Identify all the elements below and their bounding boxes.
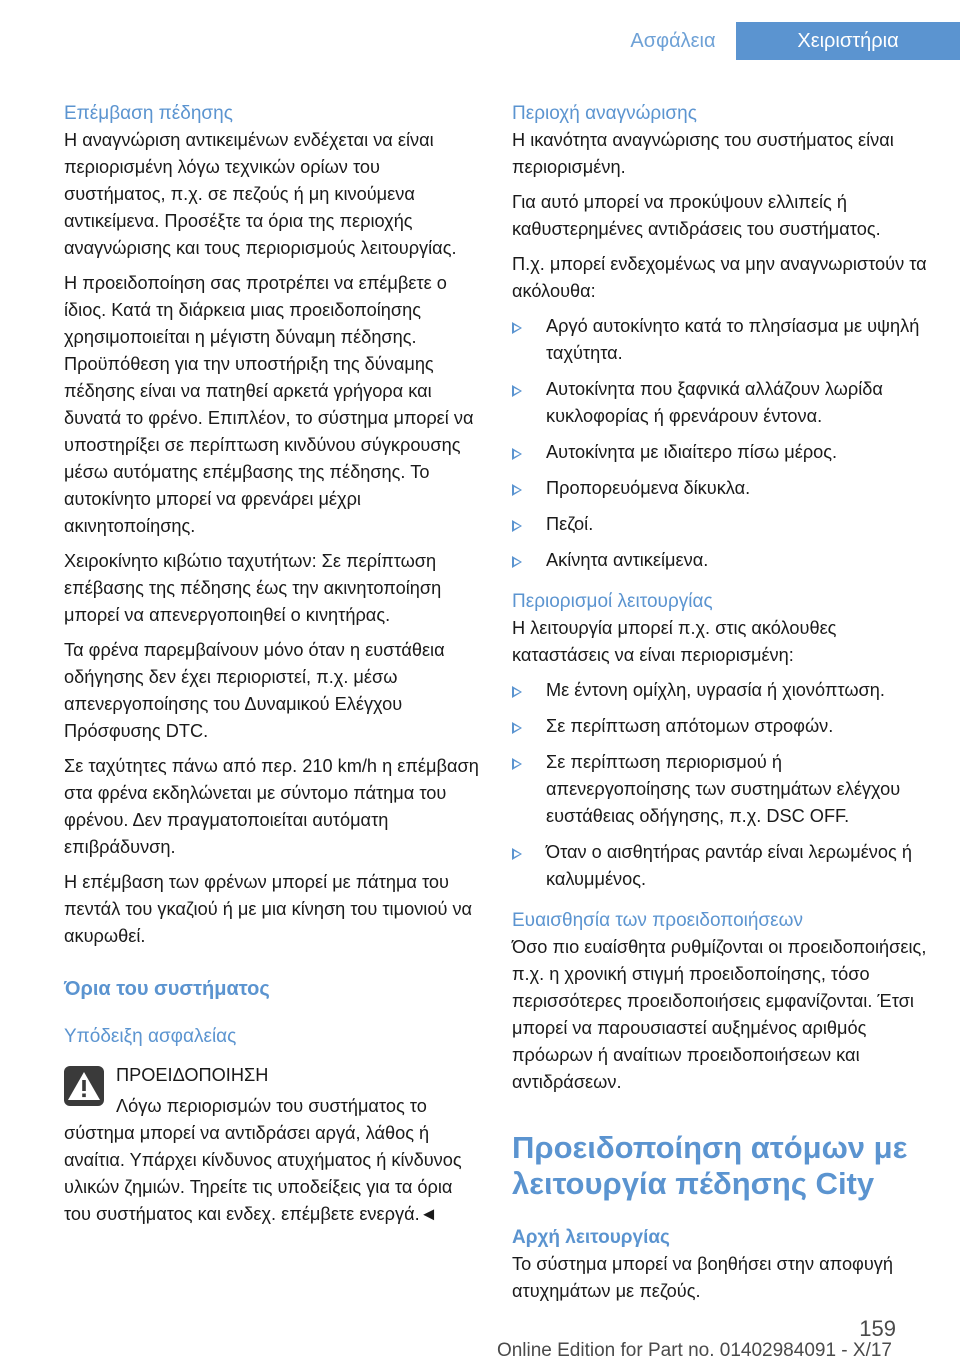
bullet-triangle-icon: [512, 322, 522, 334]
list-item-text: Σε περίπτωση απότομων στροφών.: [546, 716, 834, 736]
detection-limits-list: [512, 313, 930, 574]
warning-box: [64, 1062, 482, 1228]
paragraph: Για αυτό μπορεί να προκύψουν ελλιπείς ή καθυστερημένες αντιδράσεις του συστήματος.: [512, 192, 881, 239]
list-item: [512, 839, 930, 893]
list-item-text: Όταν ο αισθητήρας ραντάρ είναι λερωμένος ή καλυμμένος.: [546, 842, 912, 889]
paragraph: Η ικανότητα αναγνώρισης του συστήματος είναι περιορισμένη.: [512, 130, 894, 177]
chapter-tabs: [0, 22, 960, 60]
bullet-triangle-icon: [512, 556, 522, 568]
paragraph: Η λειτουργία μπορεί π.χ. στις ακόλουθες καταστάσεις να είναι περιορισμένη:: [512, 618, 837, 665]
list-item: [512, 547, 930, 574]
page-number: 159: [859, 1316, 896, 1341]
heading-operating-principle: Αρχή λειτουργίας: [512, 1227, 670, 1248]
list-item: [512, 749, 930, 830]
paragraph: Το σύστημα μπορεί να βοηθήσει στην αποφυγή ατυχημάτων με πεζούς.: [512, 1254, 894, 1301]
heading-brake-intervention: Επέμβαση πέδησης: [64, 103, 233, 124]
heading-safety-note: Υπόδειξη ασφαλείας: [64, 1026, 237, 1047]
paragraph: Τα φρένα παρεμβαίνουν μόνο όταν η ευστάθεια οδήγησης δεν έχει περιοριστεί, π.χ. μέσω απενεργοποίησης του Δυναμικού Ελέγχου Πρόσφυσης DTC.: [64, 640, 445, 741]
right-column: [512, 100, 930, 1313]
paragraph: Η προειδοποίηση σας προτρέπει να επέμβετε ο ίδιος. Κατά τη διάρκεια μιας προειδοποίησης χρησιμοποιείται η μέγιστη δύναμη πέδησης. Προϋπόθεση για την υποστήριξη της δύναμης πέδησης είναι να πατηθεί αρκετά γρήγορα και δυνατά το φρένο. Επιπλέον, το σύστημα μπορεί να υποστηρίξει σε περίπτωση κινδύνου σύγκρουσης μέσω αυτόματης επέμβασης της πέδησης. Το αυτοκίνητο μπορεί να φρενάρει μέχρι ακινητοποίησης.: [64, 273, 474, 536]
heading-system-limits: Όρια του συστήματος: [64, 978, 270, 1000]
warning-text: Λόγω περιορισμών του συστήματος το σύστημα μπορεί να αντιδράσει αργά, λάθος ή αναίτια. Υπάρχει κίνδυνος ατυχήματος ή κίνδυνος υλικών ζημιών. Τηρείτε τις υποδείξεις για τα όρια του συστήματος και ενδεχ. επέμβετε ενεργά.◄: [64, 1096, 462, 1224]
list-item-text: Πεζοί.: [546, 514, 594, 534]
list-item-text: Αυτοκίνητα με ιδιαίτερο πίσω μέρος.: [546, 442, 838, 462]
left-column: [64, 100, 482, 1228]
list-item: [512, 475, 930, 502]
heading-warning-sensitivity: Ευαισθησία των προειδοποιήσεων: [512, 910, 803, 931]
list-item-text: Με έντονη ομίχλη, υγρασία ή χιονόπτωση.: [546, 680, 885, 700]
heading-function-limits: Περιορισμοί λειτουργίας: [512, 591, 713, 612]
function-limits-list: [512, 677, 930, 893]
list-item: [512, 511, 930, 538]
warning-title: ΠΡΟΕΙΔΟΠΟΙΗΣΗ: [116, 1065, 269, 1085]
paragraph: Π.χ. μπορεί ενδεχομένως να μην αναγνωριστούν τα ακόλουθα:: [512, 254, 927, 301]
list-item: [512, 677, 930, 704]
bullet-triangle-icon: [512, 722, 522, 734]
bullet-triangle-icon: [512, 385, 522, 397]
tab-controls[interactable]: Χειριστήρια: [736, 22, 960, 60]
list-item-text: Ακίνητα αντικείμενα.: [546, 550, 709, 570]
paragraph: Σε ταχύτητες πάνω από περ. 210 km/h η επέμβαση στα φρένα εκδηλώνεται με σύντομο πάτημα του φρένου. Δεν πραγματοποιείται αυτόματη επιβράδυνση.: [64, 756, 479, 857]
paragraph: Η επέμβαση των φρένων μπορεί με πάτημα του πεντάλ του γκαζιού ή με μια κίνηση του τιμονιού να ακυρωθεί.: [64, 872, 473, 946]
edition-note: Online Edition for Part no. 01402984091 - X/17: [496, 1340, 892, 1361]
paragraph: Η αναγνώριση αντικειμένων ενδέχεται να είναι περιορισμένη λόγω τεχνικών ορίων του συστήματος, π.χ. σε πεζούς ή μη κινούμενα αντικείμενα. Προσέξτε τα όρια της περιοχής αναγνώρισης και τους περιορισμούς λειτουργίας.: [64, 130, 457, 258]
list-item: [512, 376, 930, 430]
paragraph: Όσο πιο ευαίσθητα ρυθμίζονται οι προειδοποιήσεις, π.χ. η χρονική στιγμή προειδοποίησης, τόσο περισσότερες προειδοποιήσεις εμφανίζονται. Έτσι μπορεί να παρουσιαστεί αυξημένος αριθμός πρόωρων ή αναίτιων προειδοποιήσεων και αντιδράσεων.: [512, 937, 927, 1092]
tab-safety[interactable]: Ασφάλεια: [630, 30, 716, 52]
list-item: [512, 313, 930, 367]
list-item: [512, 713, 930, 740]
list-item-text: Προπορευόμενα δίκυκλα.: [546, 478, 751, 498]
list-item-text: Αυτοκίνητα που ξαφνικά αλλάζουν λωρίδα κυκλοφορίας ή φρενάρουν έντονα.: [546, 379, 883, 426]
warning-triangle-icon: [64, 1066, 104, 1106]
bullet-triangle-icon: [512, 758, 522, 770]
page-footer: [0, 1316, 960, 1361]
paragraph: Χειροκίνητο κιβώτιο ταχυτήτων: Σε περίπτωση επέβασης της πέδησης έως την ακινητοποίηση μπορεί να απενεργοποιηθεί ο κινητήρας.: [64, 551, 442, 625]
bullet-triangle-icon: [512, 484, 522, 496]
list-item: [512, 439, 930, 466]
bullet-triangle-icon: [512, 520, 522, 532]
list-item-text: Σε περίπτωση περιορισμού ή απενεργοποίησης των συστημάτων ελέγχου ευστάθειας οδήγησης, π.χ. DSC OFF.: [546, 752, 901, 826]
list-item-text: Αργό αυτοκίνητο κατά το πλησίασμα με υψηλή ταχύτητα.: [546, 316, 920, 363]
bullet-triangle-icon: [512, 448, 522, 460]
heading-detection-area: Περιοχή αναγνώρισης: [512, 103, 697, 124]
bullet-triangle-icon: [512, 686, 522, 698]
bullet-triangle-icon: [512, 848, 522, 860]
section-title-city-braking: Προειδοποίηση ατόμων με λειτουργία πέδησης City: [512, 1130, 908, 1201]
